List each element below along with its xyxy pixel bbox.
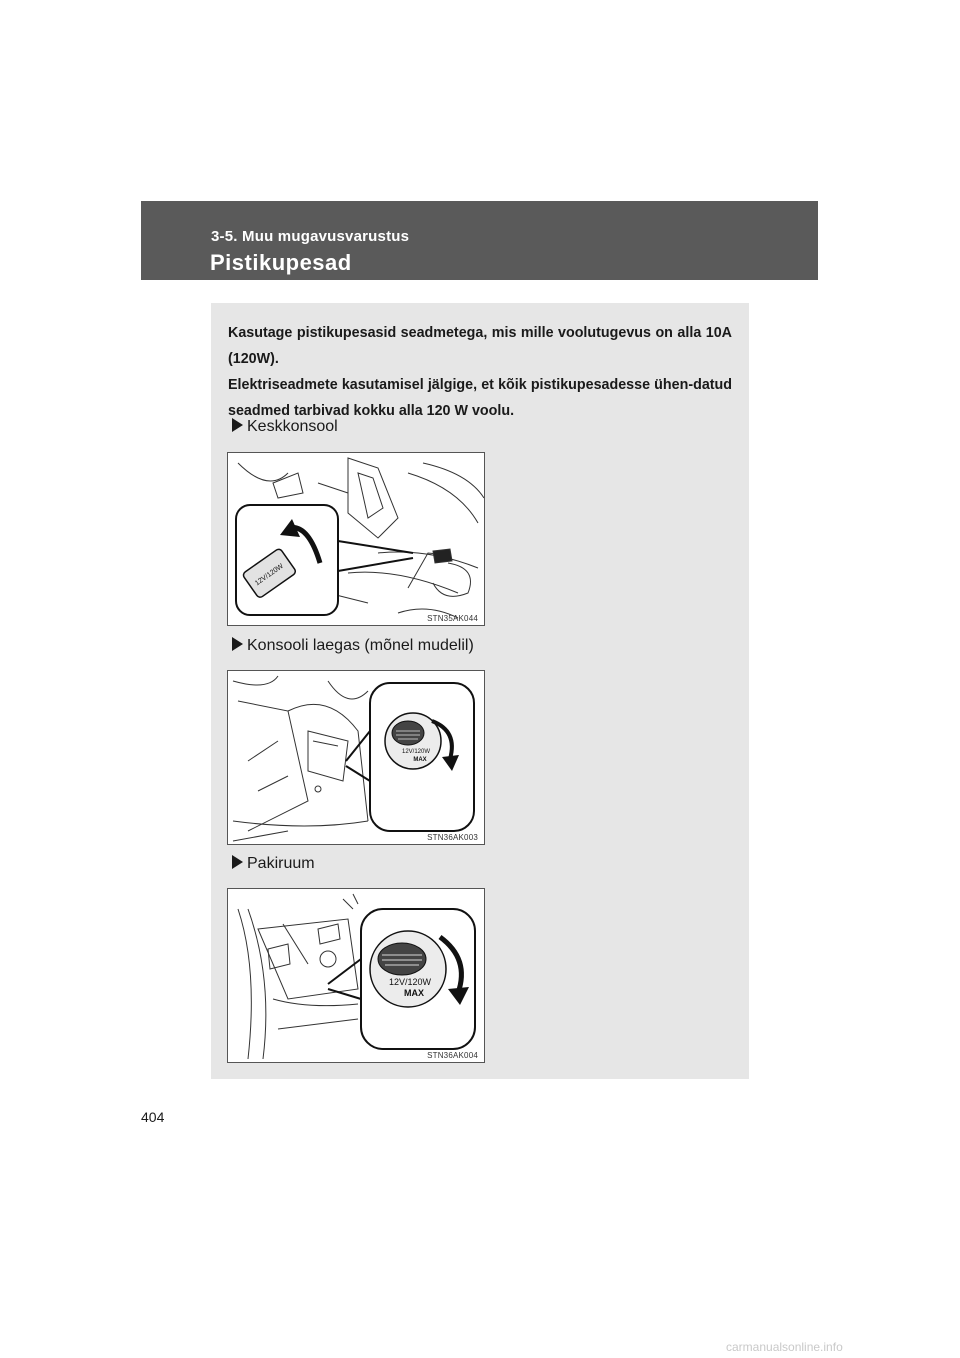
socket-label-bottom: MAX [413,757,427,763]
figure-code: STN36AK003 [427,833,478,842]
triangle-bullet-icon [232,418,243,432]
figure-console-box [227,670,485,845]
triangle-bullet-icon [232,855,243,869]
page-title: Pistikupesad [210,250,352,275]
figure-code: STN35AK044 [427,614,478,623]
center-console-illustration [228,453,485,626]
subheading-center-console [232,418,338,436]
socket-label-top: 12V/120W [388,977,432,987]
subheading-label: Pakiruum [247,855,315,872]
subheading-label: Konsooli laegas (mõnel mudelil) [247,637,474,654]
intro-text [228,320,732,424]
figure-center-console [227,452,485,626]
figure-code: STN36AK004 [427,1051,478,1060]
subheading-luggage [232,855,315,873]
watermark: carmanualsonline.info [726,1340,843,1354]
socket-label-top: 12V/120W [401,749,431,755]
subheading-label: Keskkonsool [247,418,338,435]
intro-paragraph-2: Elektriseadmete kasutamisel jälgige, et kõik pistikupesadesse ühen-datud seadmed tarbivad kokku alla 120 W voolu. [228,377,732,419]
triangle-bullet-icon [232,637,243,651]
console-box-illustration [228,671,485,845]
chapter-header [141,201,818,280]
content-box [211,303,749,1079]
luggage-illustration [228,889,485,1063]
section-label: 3-5. Muu mugavusvarustus [211,228,410,245]
page-number: 404 [141,1109,165,1125]
socket-label-bottom: MAX [404,988,424,998]
subheading-console-box [232,637,474,655]
socket-label: 12V/120W [254,562,285,588]
intro-paragraph-1: Kasutage pistikupesasid seadmetega, mis mille voolutugevus on alla 10A (120W). [228,325,732,367]
figure-luggage [227,888,485,1063]
